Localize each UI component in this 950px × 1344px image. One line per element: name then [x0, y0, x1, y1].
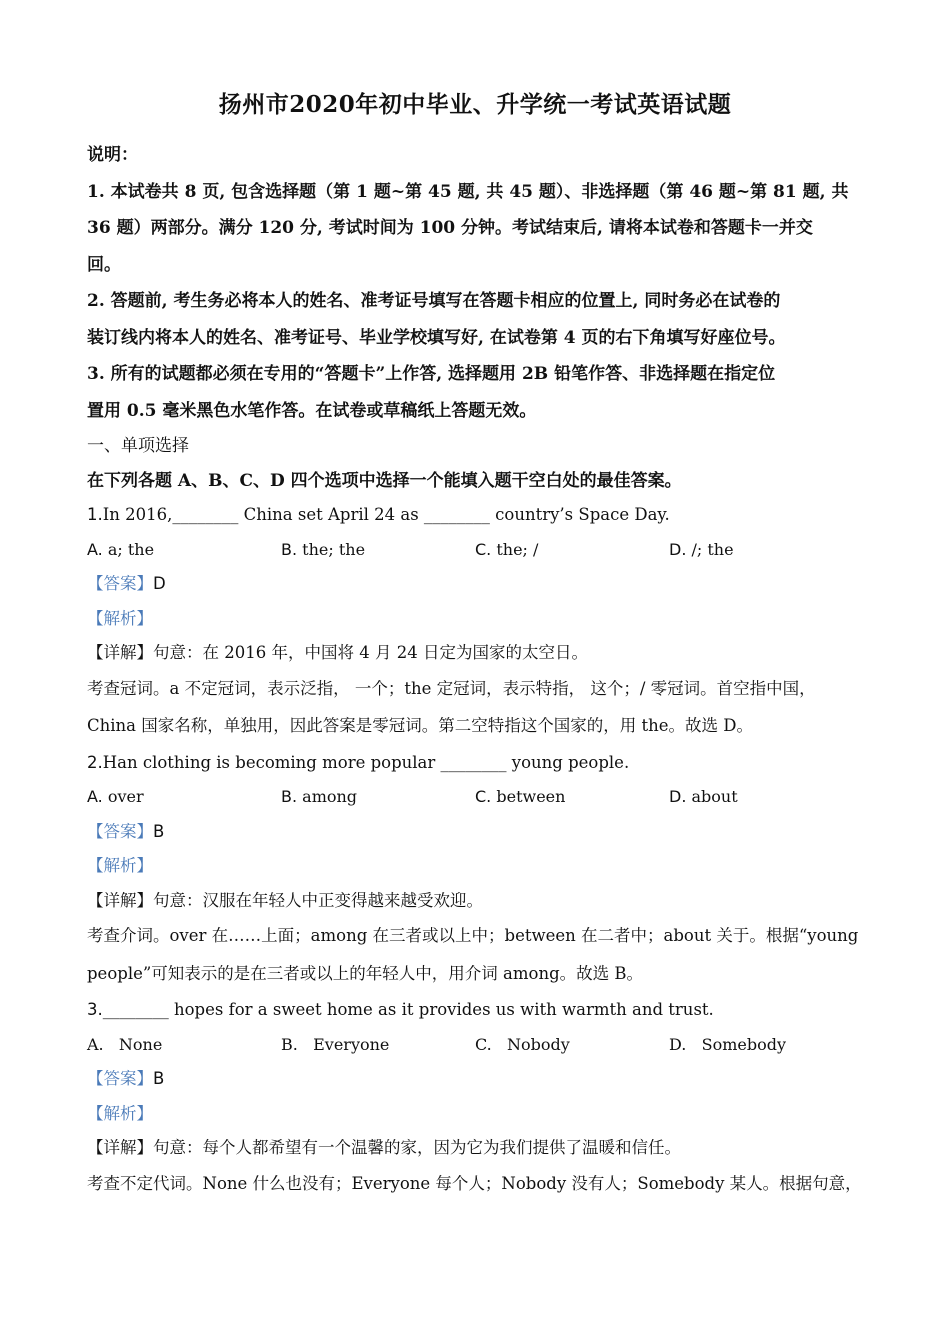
- detail-line: 【详解】句意：每个人都希望有一个温馨的家，因为它为我们提供了温暖和信任。: [87, 1138, 681, 1157]
- instruction-line: 3. 所有的试题都必须在专用的“答题卡”上作答, 选择题用 2B 铅笔作答、非选择题在指定位: [87, 364, 776, 384]
- option-text: among: [297, 787, 358, 806]
- question-stem: [87, 501, 877, 536]
- explanation-line: 考查不定代词。None 什么也没有；Everyone 每个人；Nobody 没有人；Somebody 某人。根据句意，: [87, 1173, 862, 1193]
- instruction-line: 说明：: [87, 145, 138, 165]
- option-text: between: [491, 787, 566, 806]
- option-text: over: [102, 787, 144, 806]
- question-1: [87, 501, 877, 749]
- instruction-line: 1. 本试卷共 8 页, 包含选择题（第 1 题~第 45 题, 共 45 题）、非选择题（第 46 题~第 81 题, 共: [87, 181, 849, 202]
- question-stem: [87, 996, 877, 1031]
- question-number: 1.: [87, 505, 103, 524]
- option-row: [87, 1031, 877, 1066]
- explanation-line: 考查介词。over 在……上面；among 在三者或以上中；between 在二者中；about 关于。根据“young: [87, 926, 859, 945]
- explanation-line: people”可知表示的是在三者或以上的年轻人中，用介词 among。故选 B。: [87, 963, 644, 983]
- answer-value: B: [153, 1069, 165, 1088]
- instructions: [87, 140, 877, 432]
- answer-value: B: [153, 821, 165, 841]
- detail-line: 【详解】句意：在 2016 年，中国将 4 月 24 日定为国家的太空日。: [87, 643, 588, 662]
- explanation-line: China 国家名称，单独用，因此答案是零冠词。第二空特指这个国家的，用 the。故选 D。: [87, 716, 753, 735]
- question-number: 2.: [87, 752, 103, 772]
- option-letter: B.: [281, 1034, 298, 1054]
- answer-line: [87, 818, 877, 853]
- option-text: the; the: [297, 539, 366, 559]
- option-letter: D.: [669, 539, 687, 559]
- option-a: [87, 536, 281, 571]
- instruction-line: 2. 答题前, 考生务必将本人的姓名、准考证号填写在答题卡相应的位置上, 同时务必在试卷的: [87, 291, 781, 311]
- section-instruction: 在下列各题 A、B、C、D 四个选项中选择一个能填入题干空白处的最佳答案。: [87, 470, 682, 491]
- instruction-line: 置用 0.5 毫米黑色水笔作答。在试卷或草稿纸上答题无效。: [87, 400, 537, 421]
- analysis-label: 【解析】: [87, 1103, 153, 1123]
- option-letter: B.: [281, 787, 298, 806]
- instruction-line: 36 题）两部分。满分 120 分, 考试时间为 100 分钟。考试结束后, 请将本试卷和答题卡一并交: [87, 218, 813, 238]
- answer-line: [87, 1065, 877, 1100]
- option-b: [281, 783, 475, 818]
- option-b: [281, 536, 475, 571]
- question-2: [87, 749, 877, 997]
- option-text: None: [103, 1034, 163, 1054]
- question-number: 3.: [87, 1000, 103, 1019]
- analysis-label: 【解析】: [87, 856, 153, 875]
- option-text: about: [686, 787, 738, 806]
- option-letter: C.: [475, 787, 492, 806]
- option-text: Everyone: [297, 1034, 390, 1054]
- option-text: Somebody: [686, 1034, 786, 1054]
- option-text: Nobody: [491, 1034, 570, 1054]
- option-row: [87, 536, 877, 571]
- option-letter: A.: [87, 539, 103, 559]
- question-3: [87, 996, 877, 1206]
- option-d: [669, 1031, 863, 1066]
- document-body: [87, 140, 877, 1206]
- option-a: [87, 1031, 281, 1066]
- option-text: /; the: [686, 539, 734, 559]
- option-c: [475, 536, 669, 571]
- section-title: 一、单项选择: [87, 436, 189, 456]
- answer-label: 【答案】: [87, 1069, 153, 1088]
- question-text: Han clothing is becoming more popular ________ young people.: [102, 752, 630, 772]
- question-text: ________ hopes for a sweet home as it provides us with warmth and trust.: [102, 1000, 714, 1019]
- option-d: [669, 536, 863, 571]
- detail-line: 【详解】句意：汉服在年轻人中正变得越来越受欢迎。: [87, 890, 483, 910]
- instruction-line: 装订线内将本人的姓名、准考证号、毕业学校填写好, 在试卷第 4 页的右下角填写好座位号。: [87, 327, 786, 348]
- option-a: [87, 783, 281, 818]
- option-text: a; the: [102, 539, 155, 559]
- question-stem: [87, 749, 877, 784]
- option-letter: C.: [475, 1034, 492, 1054]
- option-row: [87, 783, 877, 818]
- question-text: In 2016,________ China set April 24 as ________ country’s Space Day.: [102, 505, 670, 524]
- option-text: the; /: [491, 539, 539, 559]
- explanation-line: 考查冠词。a 不定冠词，表示泛指， 一个；the 定冠词，表示特指， 这个；/ 零冠词。首空指中国，: [87, 678, 816, 698]
- analysis-label: 【解析】: [87, 608, 153, 628]
- answer-label: 【答案】: [87, 574, 153, 593]
- option-letter: C.: [475, 539, 492, 559]
- instruction-line: 回。: [87, 254, 121, 275]
- answer-label: 【答案】: [87, 821, 153, 841]
- option-d: [669, 783, 863, 818]
- option-c: [475, 1031, 669, 1066]
- answer-line: [87, 570, 877, 605]
- option-letter: A.: [87, 1034, 104, 1054]
- option-letter: B.: [281, 539, 298, 559]
- page-title: 扬州市2020年初中毕业、升学统一考试英语试题: [218, 91, 732, 118]
- option-c: [475, 783, 669, 818]
- answer-value: D: [153, 574, 166, 593]
- option-letter: D.: [669, 787, 687, 806]
- option-letter: D.: [669, 1034, 687, 1054]
- option-letter: A.: [87, 787, 103, 806]
- option-b: [281, 1031, 475, 1066]
